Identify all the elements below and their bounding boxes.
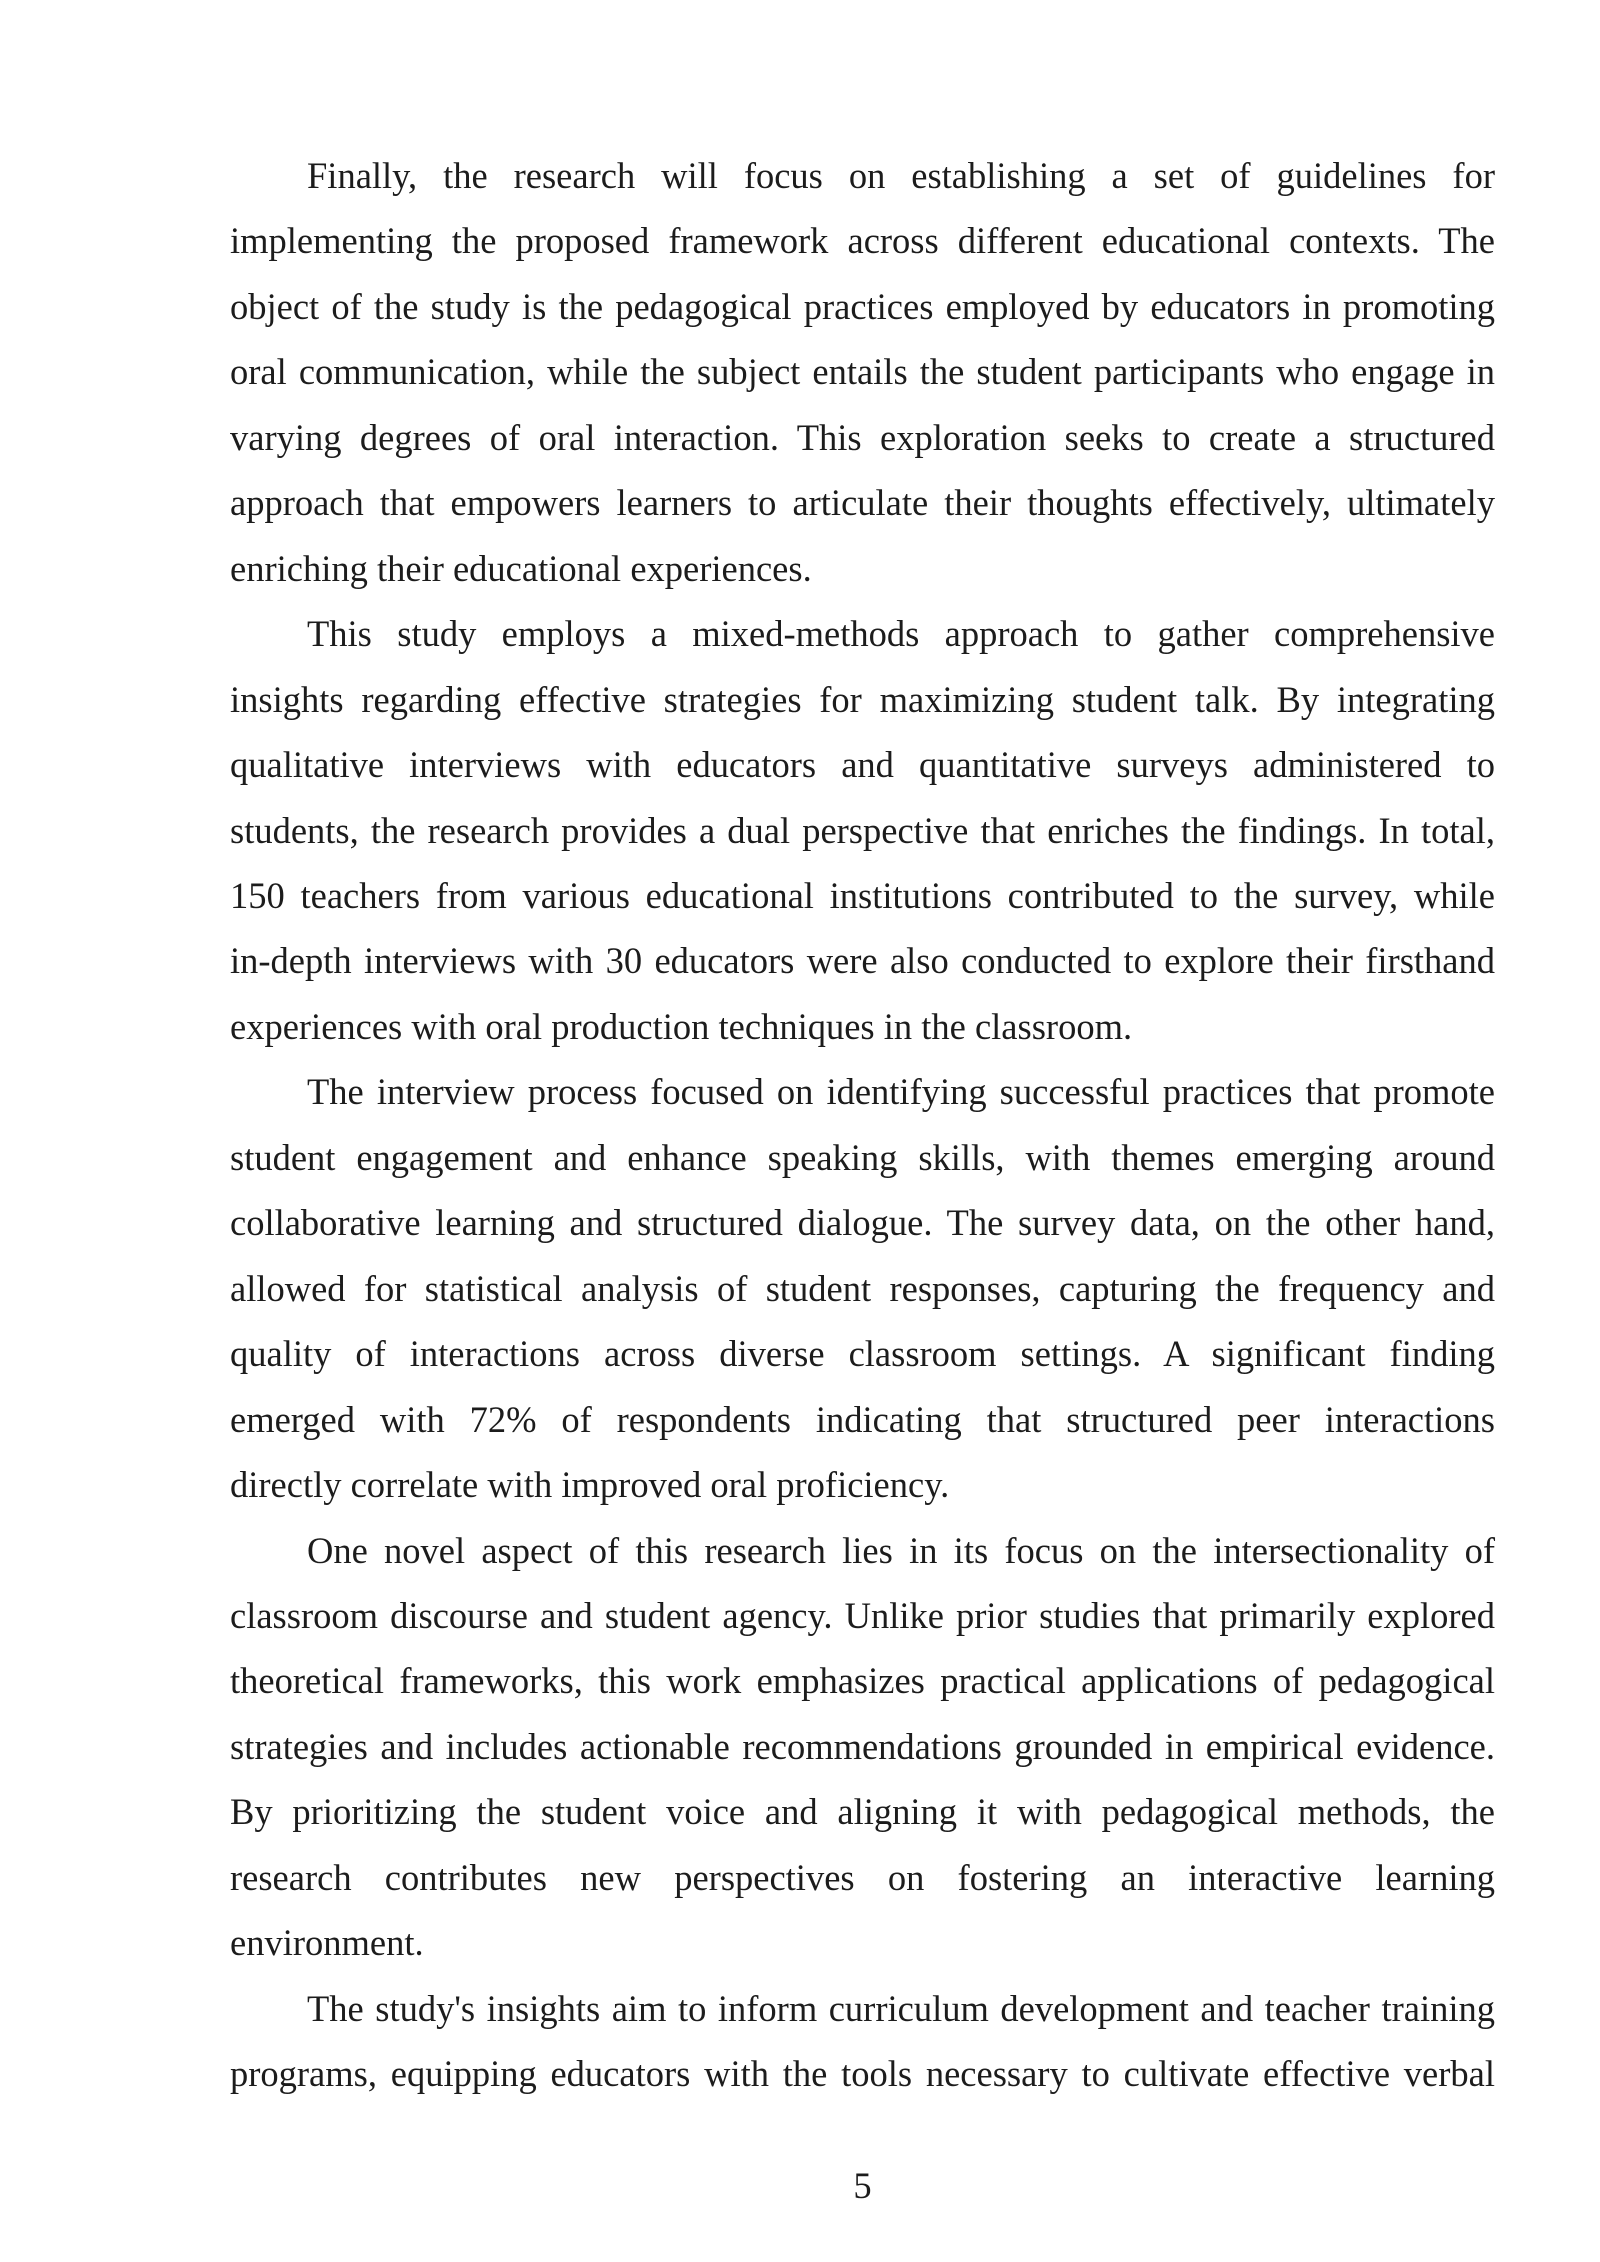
text-line: theoretical frameworks, this work emphasizes practical applications of pedagogical bbox=[230, 1660, 1495, 1702]
text-line: strategies and includes actionable recommendations grounded in empirical evidence. bbox=[230, 1725, 1495, 1767]
text-line: 150 teachers from various educational institutions contributed to the survey, while bbox=[230, 874, 1495, 916]
text-line: object of the study is the pedagogical practices employed by educators in promoting bbox=[230, 285, 1495, 327]
paragraph bbox=[230, 1059, 1495, 1517]
text-line: By prioritizing the student voice and aligning it with pedagogical methods, the bbox=[230, 1791, 1495, 1833]
text-line: approach that empowers learners to articulate their thoughts effectively, ultimately bbox=[230, 482, 1495, 524]
text-line: implementing the proposed framework across different educational contexts. The bbox=[230, 220, 1495, 262]
text-line: emerged with 72% of respondents indicating that structured peer interactions bbox=[230, 1398, 1495, 1440]
text-line: allowed for statistical analysis of student responses, capturing the frequency and bbox=[230, 1267, 1495, 1309]
paragraph bbox=[230, 143, 1495, 601]
text-line: environment. bbox=[230, 1922, 424, 1964]
text-line: experiences with oral production techniques in the classroom. bbox=[230, 1005, 1133, 1047]
text-line: students, the research provides a dual perspective that enriches the findings. In total, bbox=[230, 809, 1495, 851]
text-line: quality of interactions across diverse classroom settings. A significant finding bbox=[230, 1333, 1495, 1375]
text-line: varying degrees of oral interaction. This exploration seeks to create a structured bbox=[230, 416, 1495, 458]
text-line: oral communication, while the subject entails the student participants who engage in bbox=[230, 351, 1495, 393]
text-line: enriching their educational experiences. bbox=[230, 547, 812, 589]
text-line: student engagement and enhance speaking skills, with themes emerging around bbox=[230, 1136, 1495, 1178]
text-line: collaborative learning and structured dialogue. The survey data, on the other hand, bbox=[230, 1202, 1495, 1244]
paragraph bbox=[230, 601, 1495, 1059]
text-line: directly correlate with improved oral proficiency. bbox=[230, 1464, 950, 1506]
paragraph bbox=[230, 1976, 1495, 2107]
text-line: in-depth interviews with 30 educators were also conducted to explore their firsthand bbox=[230, 940, 1495, 982]
text-line: programs, equipping educators with the tools necessary to cultivate effective verbal bbox=[230, 2053, 1495, 2095]
page-number: 5 bbox=[853, 2165, 872, 2206]
text-line: This study employs a mixed-methods approach to gather comprehensive bbox=[307, 613, 1495, 655]
text-line: classroom discourse and student agency. Unlike prior studies that primarily explored bbox=[230, 1594, 1495, 1636]
text-line: Finally, the research will focus on establishing a set of guidelines for bbox=[307, 155, 1495, 196]
text-line: insights regarding effective strategies for maximizing student talk. By integrating bbox=[230, 678, 1495, 720]
text-line: qualitative interviews with educators and quantitative surveys administered to bbox=[230, 744, 1495, 786]
paragraph bbox=[230, 1518, 1495, 1976]
text-line: The interview process focused on identifying successful practices that promote bbox=[307, 1071, 1495, 1113]
body-text bbox=[230, 143, 1495, 2107]
text-line: The study's insights aim to inform curriculum development and teacher training bbox=[307, 1987, 1495, 2029]
text-line: research contributes new perspectives on fostering an interactive learning bbox=[230, 1856, 1495, 1898]
text-line: One novel aspect of this research lies in its focus on the intersectionality of bbox=[307, 1529, 1495, 1571]
